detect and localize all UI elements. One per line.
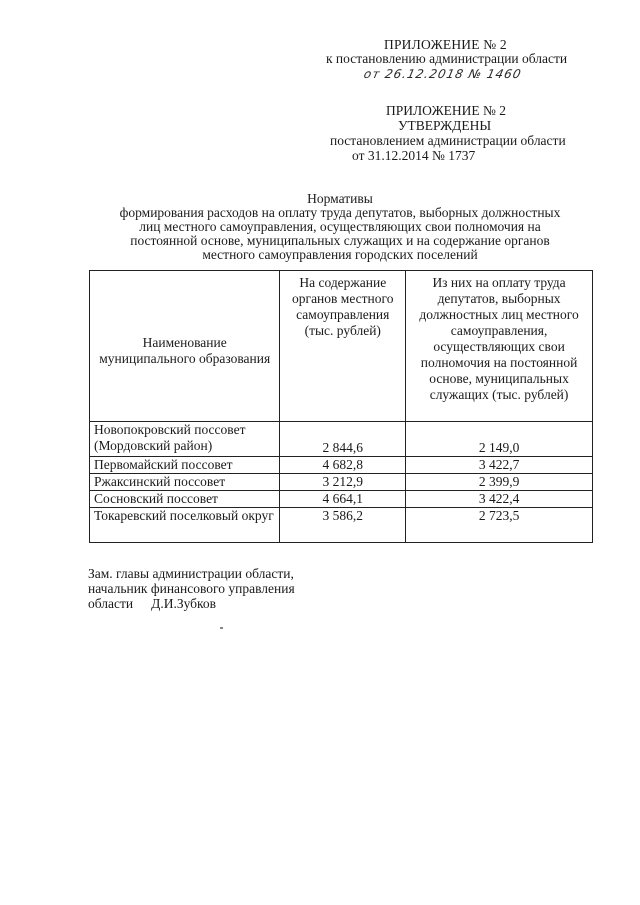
row-name: Первомайский поссовет bbox=[90, 457, 280, 474]
header-salary-expenses: Из них на оплату труда депутатов, выборных должностных лиц местного самоуправления, осуществляющих свои полномочия на постоянной основе, муниципальных служащих (тыс. рублей) bbox=[406, 271, 593, 422]
signature-position-line-1: Зам. главы администрации области, bbox=[88, 566, 294, 581]
header-municipality: Наименование муниципального образования bbox=[90, 271, 280, 422]
signature-position-region: области bbox=[88, 596, 134, 611]
signatory-name: Д.И.Зубков bbox=[151, 596, 217, 611]
table-row bbox=[90, 422, 593, 457]
heading-line-3: постоянной основе, муниципальных служащих и на содержание органов bbox=[130, 233, 550, 248]
signature-block bbox=[88, 566, 408, 611]
header-total-expenses: На содержание органов местного самоуправления (тыс. рублей) bbox=[280, 271, 406, 422]
row-name: Ржаксинский поссовет bbox=[90, 474, 280, 491]
heading-line-2: лиц местного самоуправления, осуществляющих свои полномочия на bbox=[139, 219, 541, 234]
annex-second-subtitle: постановлением администрации области bbox=[330, 133, 566, 148]
row-salary: 2 149,0 bbox=[406, 422, 593, 457]
norms-table bbox=[89, 270, 593, 543]
row-salary: 2 399,9 bbox=[406, 474, 593, 491]
annex-top-handwritten-date: от 26.12.2018 № 1460 bbox=[362, 67, 524, 81]
row-total: 3 586,2 bbox=[280, 508, 406, 543]
heading-line-4: местного самоуправления городских поселений bbox=[202, 247, 478, 262]
table-row bbox=[90, 491, 593, 508]
row-name: Новопокровский поссовет (Мордовский район) bbox=[90, 422, 280, 457]
annex-second-date: от 31.12.2014 № 1737 bbox=[352, 148, 476, 163]
table-row bbox=[90, 474, 593, 491]
scan-speck bbox=[220, 627, 223, 629]
annex-top-subtitle: к постановлению администрации области bbox=[326, 51, 568, 66]
row-salary: 3 422,4 bbox=[406, 491, 593, 508]
annex-second-block bbox=[330, 103, 630, 163]
row-salary: 2 723,5 bbox=[406, 508, 593, 543]
row-name: Сосновский поссовет bbox=[90, 491, 280, 508]
annex-top-title: ПРИЛОЖЕНИЕ № 2 bbox=[384, 37, 507, 52]
annex-top-block bbox=[320, 38, 620, 81]
row-salary: 3 422,7 bbox=[406, 457, 593, 474]
signature-position-line-2: начальник финансового управления bbox=[88, 581, 295, 596]
table-row bbox=[90, 457, 593, 474]
row-total: 3 212,9 bbox=[280, 474, 406, 491]
row-total: 4 664,1 bbox=[280, 491, 406, 508]
annex-second-title: ПРИЛОЖЕНИЕ № 2 bbox=[386, 103, 507, 118]
signature-position-line-3 bbox=[88, 596, 408, 611]
row-total: 4 682,8 bbox=[280, 457, 406, 474]
heading-line-1: формирования расходов на оплату труда депутатов, выборных должностных bbox=[119, 205, 561, 220]
annex-approved-label: УТВЕРЖДЕНЫ bbox=[398, 118, 492, 133]
row-total: 2 844,6 bbox=[280, 422, 406, 457]
row-name: Токаревский поселковый округ bbox=[90, 508, 280, 543]
table-row bbox=[90, 508, 593, 543]
table-header-row bbox=[90, 271, 593, 422]
heading-title: Нормативы bbox=[307, 191, 373, 206]
document-heading bbox=[80, 192, 600, 262]
